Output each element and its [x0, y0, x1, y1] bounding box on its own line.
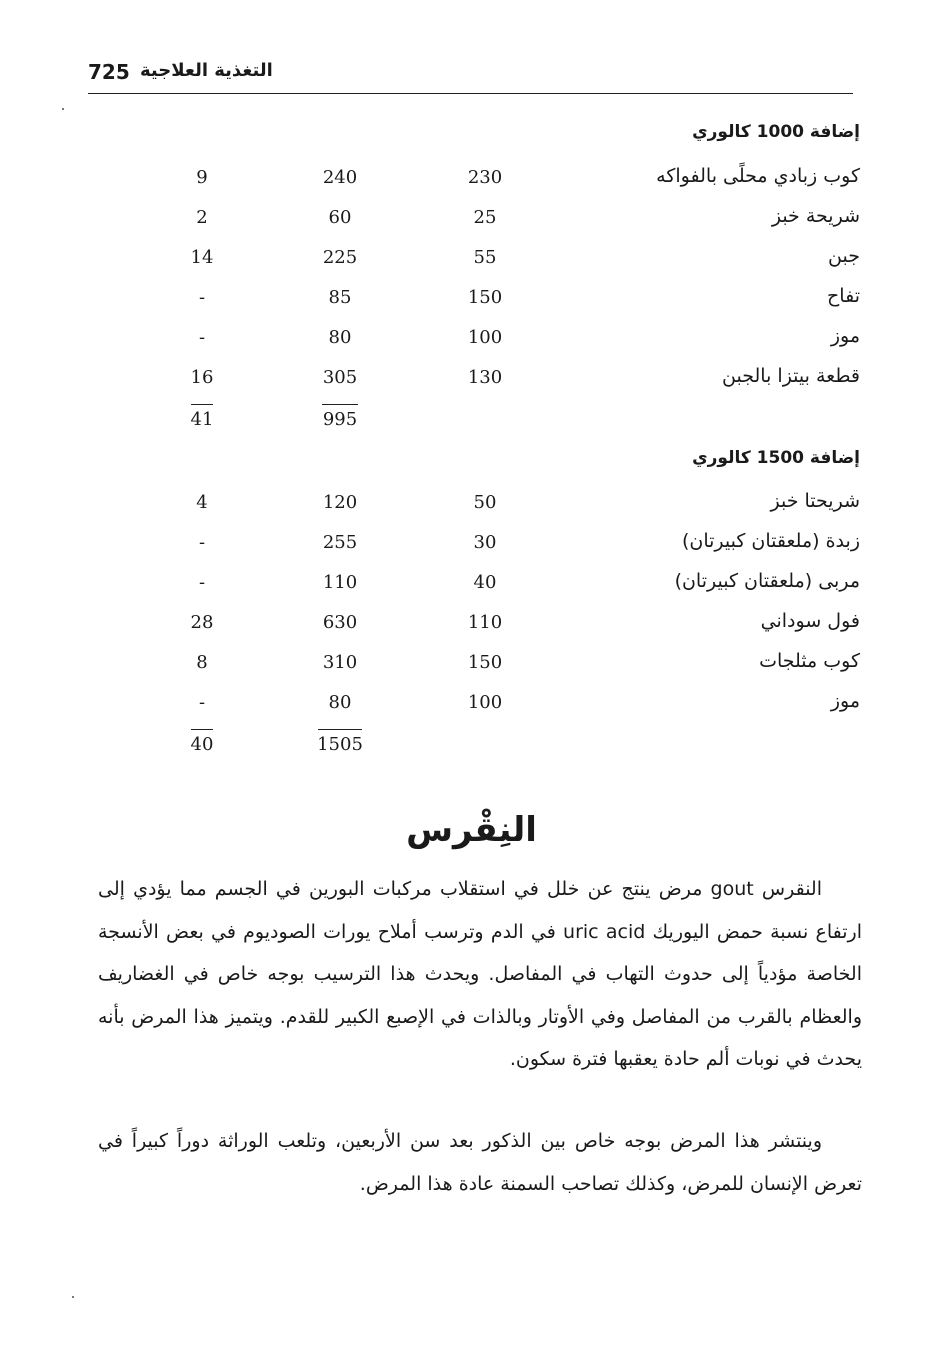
total-c-value: 41	[190, 409, 214, 430]
value-c: 14	[190, 247, 214, 268]
header-rule	[88, 93, 853, 94]
table-row	[90, 650, 860, 690]
value-a: 40	[473, 572, 497, 593]
value-b: 255	[322, 532, 358, 553]
food-item: زبدة (ملعقتان كبيرتان)	[681, 530, 860, 552]
value-a: 30	[473, 532, 497, 553]
scan-speck	[62, 108, 64, 110]
table-row	[90, 570, 860, 610]
food-item: كوب مثلجات	[759, 650, 860, 672]
value-b: 310	[322, 652, 358, 673]
value-a: 100	[467, 327, 503, 348]
chapter-title: التغذية العلاجية	[140, 60, 273, 81]
food-item: كوب زبادي محلًى بالفواكه	[656, 165, 860, 187]
table-row	[90, 205, 860, 245]
total-b-value: 1505	[317, 734, 363, 755]
value-c: 8	[196, 652, 208, 673]
total-c	[162, 729, 242, 755]
food-item: جبن	[828, 245, 860, 267]
table-1500-calories	[90, 448, 860, 768]
value-b: 85	[328, 287, 352, 308]
food-item: موز	[830, 325, 860, 347]
table-row	[90, 690, 860, 730]
value-b: 240	[322, 167, 358, 188]
table-row	[90, 530, 860, 570]
food-item: مربى (ملعقتان كبيرتان)	[674, 570, 860, 592]
food-item: شريحتا خبز	[770, 490, 860, 512]
value-a: 150	[467, 652, 503, 673]
total-b	[300, 404, 380, 430]
value-b: 80	[328, 692, 352, 713]
running-header	[88, 58, 853, 90]
table-row	[90, 245, 860, 285]
total-c	[162, 404, 242, 430]
food-item: تفاح	[827, 285, 860, 307]
value-a: 110	[467, 612, 503, 633]
value-a: 150	[467, 287, 503, 308]
food-item: موز	[830, 690, 860, 712]
paragraph: النقرس gout مرض ينتج عن خلل في استقلاب مركبات البورين في الجسم مما يؤدي إلى ارتفاع نسبة حمض اليوريك uric acid في الدم وترسب أملاح يورات الصوديوم في بعض الأنسجة الخاصة مؤدياً إلى حدوث التهاب في المفاصل. ويحدث هذا الترسيب بوجه خاص في الغضاريف والعظام بالقرب من المفاصل وفي الأوتار وبالذات في الإصبع الكبير للقدم. ويتميز هذا المرض بأنه يحدث في نوبات ألم حادة يعقبها فترة سكون.	[98, 878, 862, 1070]
page-number: 725	[88, 60, 130, 84]
value-c: 16	[190, 367, 214, 388]
value-c: 4	[196, 492, 208, 513]
table-row	[90, 325, 860, 365]
value-c: -	[198, 287, 206, 308]
value-a: 25	[473, 207, 497, 228]
total-b	[300, 729, 380, 755]
table-row	[90, 610, 860, 650]
table-title: إضافة 1000 كالوري	[692, 122, 860, 142]
scan-speck	[72, 1296, 74, 1298]
value-c: -	[198, 572, 206, 593]
sum-rule	[191, 404, 213, 405]
value-a: 50	[473, 492, 497, 513]
value-b: 305	[322, 367, 358, 388]
value-a: 130	[467, 367, 503, 388]
value-c: -	[198, 692, 206, 713]
table-row	[90, 165, 860, 205]
sum-rule	[191, 729, 213, 730]
paragraph: وينتشر هذا المرض بوجه خاص بين الذكور بعد سن الأربعين، وتلعب الوراثة دوراً كبيراً في تعرض الإنسان للمرض، وكذلك تصاحب السمنة عادة هذا المرض.	[98, 1130, 862, 1195]
value-b: 630	[322, 612, 358, 633]
food-item: قطعة بيتزا بالجبن	[722, 365, 860, 387]
value-b: 225	[322, 247, 358, 268]
total-b-value: 995	[322, 409, 358, 430]
sum-rule	[318, 729, 362, 730]
table-row	[90, 365, 860, 405]
food-item: شريحة خبز	[771, 205, 860, 227]
sum-rule	[322, 404, 358, 405]
table-row	[90, 490, 860, 530]
value-b: 120	[322, 492, 358, 513]
value-c: 9	[196, 167, 208, 188]
value-a: 230	[467, 167, 503, 188]
value-b: 60	[328, 207, 352, 228]
table-1000-calories	[90, 122, 860, 442]
value-c: -	[198, 532, 206, 553]
table-title: إضافة 1500 كالوري	[692, 448, 860, 468]
value-a: 100	[467, 692, 503, 713]
food-item: فول سوداني	[760, 610, 860, 632]
value-c: 2	[196, 207, 208, 228]
value-c: 28	[190, 612, 214, 633]
value-a: 55	[473, 247, 497, 268]
value-c: -	[198, 327, 206, 348]
value-b: 110	[322, 572, 358, 593]
total-c-value: 40	[190, 734, 214, 755]
section-heading: النِقْرس	[406, 810, 537, 850]
table-row	[90, 285, 860, 325]
value-b: 80	[328, 327, 352, 348]
